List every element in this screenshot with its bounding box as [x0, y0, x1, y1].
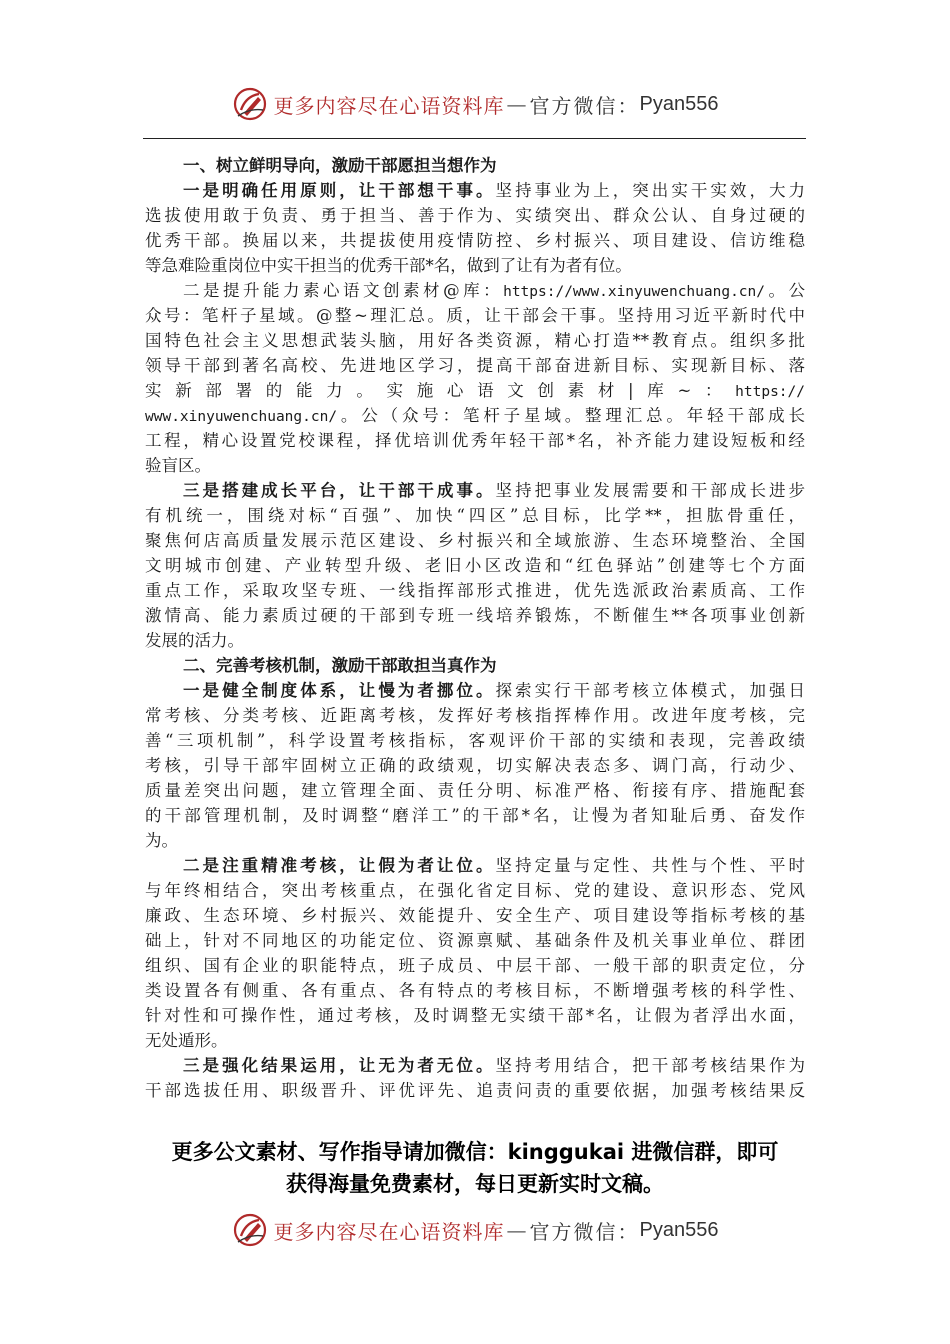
paragraph-lead: 三是搭建成长平台，让干部干成事。: [183, 481, 496, 500]
banner-separator: —: [506, 92, 528, 116]
paragraph-3-line: 有机统一，围绕对标“百强”、加快“四区”总目标，比学**，担肱骨重任，: [145, 506, 805, 525]
paragraph-4-line: [145, 678, 805, 703]
paragraph-5-line: 针对性和可操作性，通过考核，及时调整无实绩干部*名，让假为者浮出水面，: [145, 1006, 805, 1025]
header-divider: [143, 138, 806, 139]
paragraph-5-line: [145, 853, 805, 878]
paragraph-2-line: 领导干部到著名高校、先进地区学习，提高干部奋进新目标、实现新目标、落: [145, 356, 805, 375]
paragraph-text: 。公（众号：笔杆子星域。整理汇总。年轻干部成长: [337, 406, 805, 425]
library-slogan: 更多内容尽在心语资料库: [273, 93, 505, 118]
paragraph-3-line: 重点工作，采取攻坚专班、一线指挥部形式推进，优先选派政治素质高、工作: [145, 581, 805, 600]
paragraph-2-line: 众号：笔杆子星域。@整~理汇总。质，让干部会干事。坚持用习近平新时代中: [145, 306, 805, 325]
paragraph-2-line: [145, 378, 805, 403]
section-heading-2: 二、完善考核机制，激励干部敢担当真作为: [183, 656, 497, 675]
paragraph-3-line: 发展的活力。: [145, 631, 244, 650]
paragraph-text: 。公: [765, 281, 805, 300]
paragraph-lead: 三是强化结果运用，让无为者无位。: [183, 1056, 496, 1075]
header-banner: [0, 84, 950, 124]
paragraph-lead: 一是健全制度体系，让慢为者挪位。: [183, 681, 496, 700]
paragraph-1-line: 优秀干部。换届以来，共提拔使用疫情防控、乡村振兴、项目建设、信访维稳: [145, 231, 805, 250]
section-heading-1: 一、树立鲜明导向，激励干部愿担当想作为: [183, 156, 497, 175]
paragraph-2-line: 国特色社会主义思想武装头脑，用好各类资源，精心打造**教育点。组织多批: [145, 331, 805, 350]
source-url: www.xinyuwenchuang.cn/: [145, 409, 338, 425]
paragraph-2-line: 验盲区。: [145, 456, 211, 475]
paragraph-4-line: 善“三项机制”，科学设置考核指标，客观评价干部的实绩和表现，完善政绩: [145, 731, 805, 750]
wechat-label: 官方微信：: [529, 1219, 640, 1244]
promo-line-2: 获得海量免费素材，每日更新实时文稿。: [286, 1172, 664, 1196]
paragraph-6-line: [145, 1053, 805, 1078]
paragraph-1-line: 选拔使用敢于负责、勇于担当、善于作为、实绩突出、群众公认、自身过硬的: [145, 206, 805, 225]
wechat-id: Pyan556: [639, 1218, 719, 1241]
paragraph-5-line: 无处遁形。: [145, 1031, 228, 1050]
paragraph-6-line: 干部选拔任用、职级晋升、评优评先、追责问责的重要依据，加强考核结果反: [145, 1081, 805, 1100]
paragraph-4-line: 为。: [145, 831, 178, 850]
paragraph-text: 坚持考用结合，把干部考核结果作为: [495, 1056, 805, 1075]
paragraph-4-line: 考核，引导干部牢固树立正确的政绩观，切实解决表态多、调门高，行动少、: [145, 756, 805, 775]
paragraph-text: 探索实行干部考核立体模式，加强日: [495, 681, 805, 700]
paragraph-4-line: 的干部管理机制，及时调整“磨洋工”的干部*名，让慢为者知耻后勇、奋发作: [145, 806, 805, 825]
paragraph-text: 坚持定量与定性、共性与个性、平时: [495, 856, 805, 875]
paragraph-4-line: 常考核、分类考核、近距离考核，发挥好考核指挥棒作用。改进年度考核，完: [145, 706, 805, 725]
paragraph-text: 坚持把事业发展需要和干部成长进步: [495, 481, 805, 500]
paragraph-3-line: 聚焦何店高质量发展示范区建设、乡村振兴和全域旅游、生态环境整治、全国: [145, 531, 805, 550]
source-url: https://: [735, 384, 805, 400]
paragraph-1-line: [145, 178, 805, 203]
paragraph-5-line: 类设置各有侧重、各有重点、各有特点的考核目标，不断增强考核的科学性、: [145, 981, 805, 1000]
promo-notice: [0, 1136, 950, 1200]
source-url: https://www.xinyuwenchuang.cn/: [503, 284, 765, 300]
paragraph-3-line: 文明城市创建、产业转型升级、老旧小区改造和“红色驿站”创建等七个方面: [145, 556, 805, 575]
paragraph-text: 坚持事业为上，突出实干实效，大力: [495, 181, 805, 200]
paragraph-text: 二是提升能力素心语文创素材@库：: [183, 281, 504, 300]
wechat-id: Pyan556: [639, 92, 719, 115]
library-slogan: 更多内容尽在心语资料库: [273, 1219, 505, 1244]
paragraph-5-line: 与年终相结合，突出考核重点，在强化省定目标、党的建设、意识形态、党风: [145, 881, 805, 900]
paragraph-5-line: 组织、国有企业的职能特点，班子成员、中层干部、一般干部的职责定位，分: [145, 956, 805, 975]
pen-logo-icon: [232, 1212, 268, 1248]
paragraph-2-line: 工程，精心设置党校课程，择优培训优秀年轻干部*名，补齐能力建设短板和经: [145, 431, 805, 450]
wechat-label: 官方微信：: [529, 93, 640, 118]
paragraph-1-line: 等急难险重岗位中实干担当的优秀干部*名，做到了让有为者有位。: [145, 256, 632, 275]
paragraph-text: 实新部署的能力。实施心语文创素材|库~：: [145, 381, 736, 400]
pen-logo-icon: [232, 86, 268, 122]
paragraph-3-line: 激情高、能力素质过硬的干部到专班一线培养锻炼，不断催生**各项事业创新: [145, 606, 805, 625]
paragraph-lead: 一是明确任用原则，让干部想干事。: [183, 181, 496, 200]
paragraph-3-line: [145, 478, 805, 503]
promo-line-1: 更多公文素材、写作指导请加微信：kinggukai 进微信群，即可: [171, 1140, 779, 1164]
paragraph-lead: 二是注重精准考核，让假为者让位。: [183, 856, 496, 875]
document-body: [145, 153, 805, 1103]
footer-banner: [0, 1210, 950, 1250]
paragraph-2-line: [145, 403, 805, 428]
paragraph-2-line: [145, 278, 805, 303]
paragraph-4-line: 质量差突出问题，建立管理全面、责任分明、标准严格、衔接有序、措施配套: [145, 781, 805, 800]
banner-separator: —: [506, 1218, 528, 1242]
paragraph-5-line: 廉政、生态环境、乡村振兴、效能提升、安全生产、项目建设等指标考核的基: [145, 906, 805, 925]
paragraph-5-line: 础上，针对不同地区的功能定位、资源禀赋、基础条件及机关事业单位、群团: [145, 931, 805, 950]
